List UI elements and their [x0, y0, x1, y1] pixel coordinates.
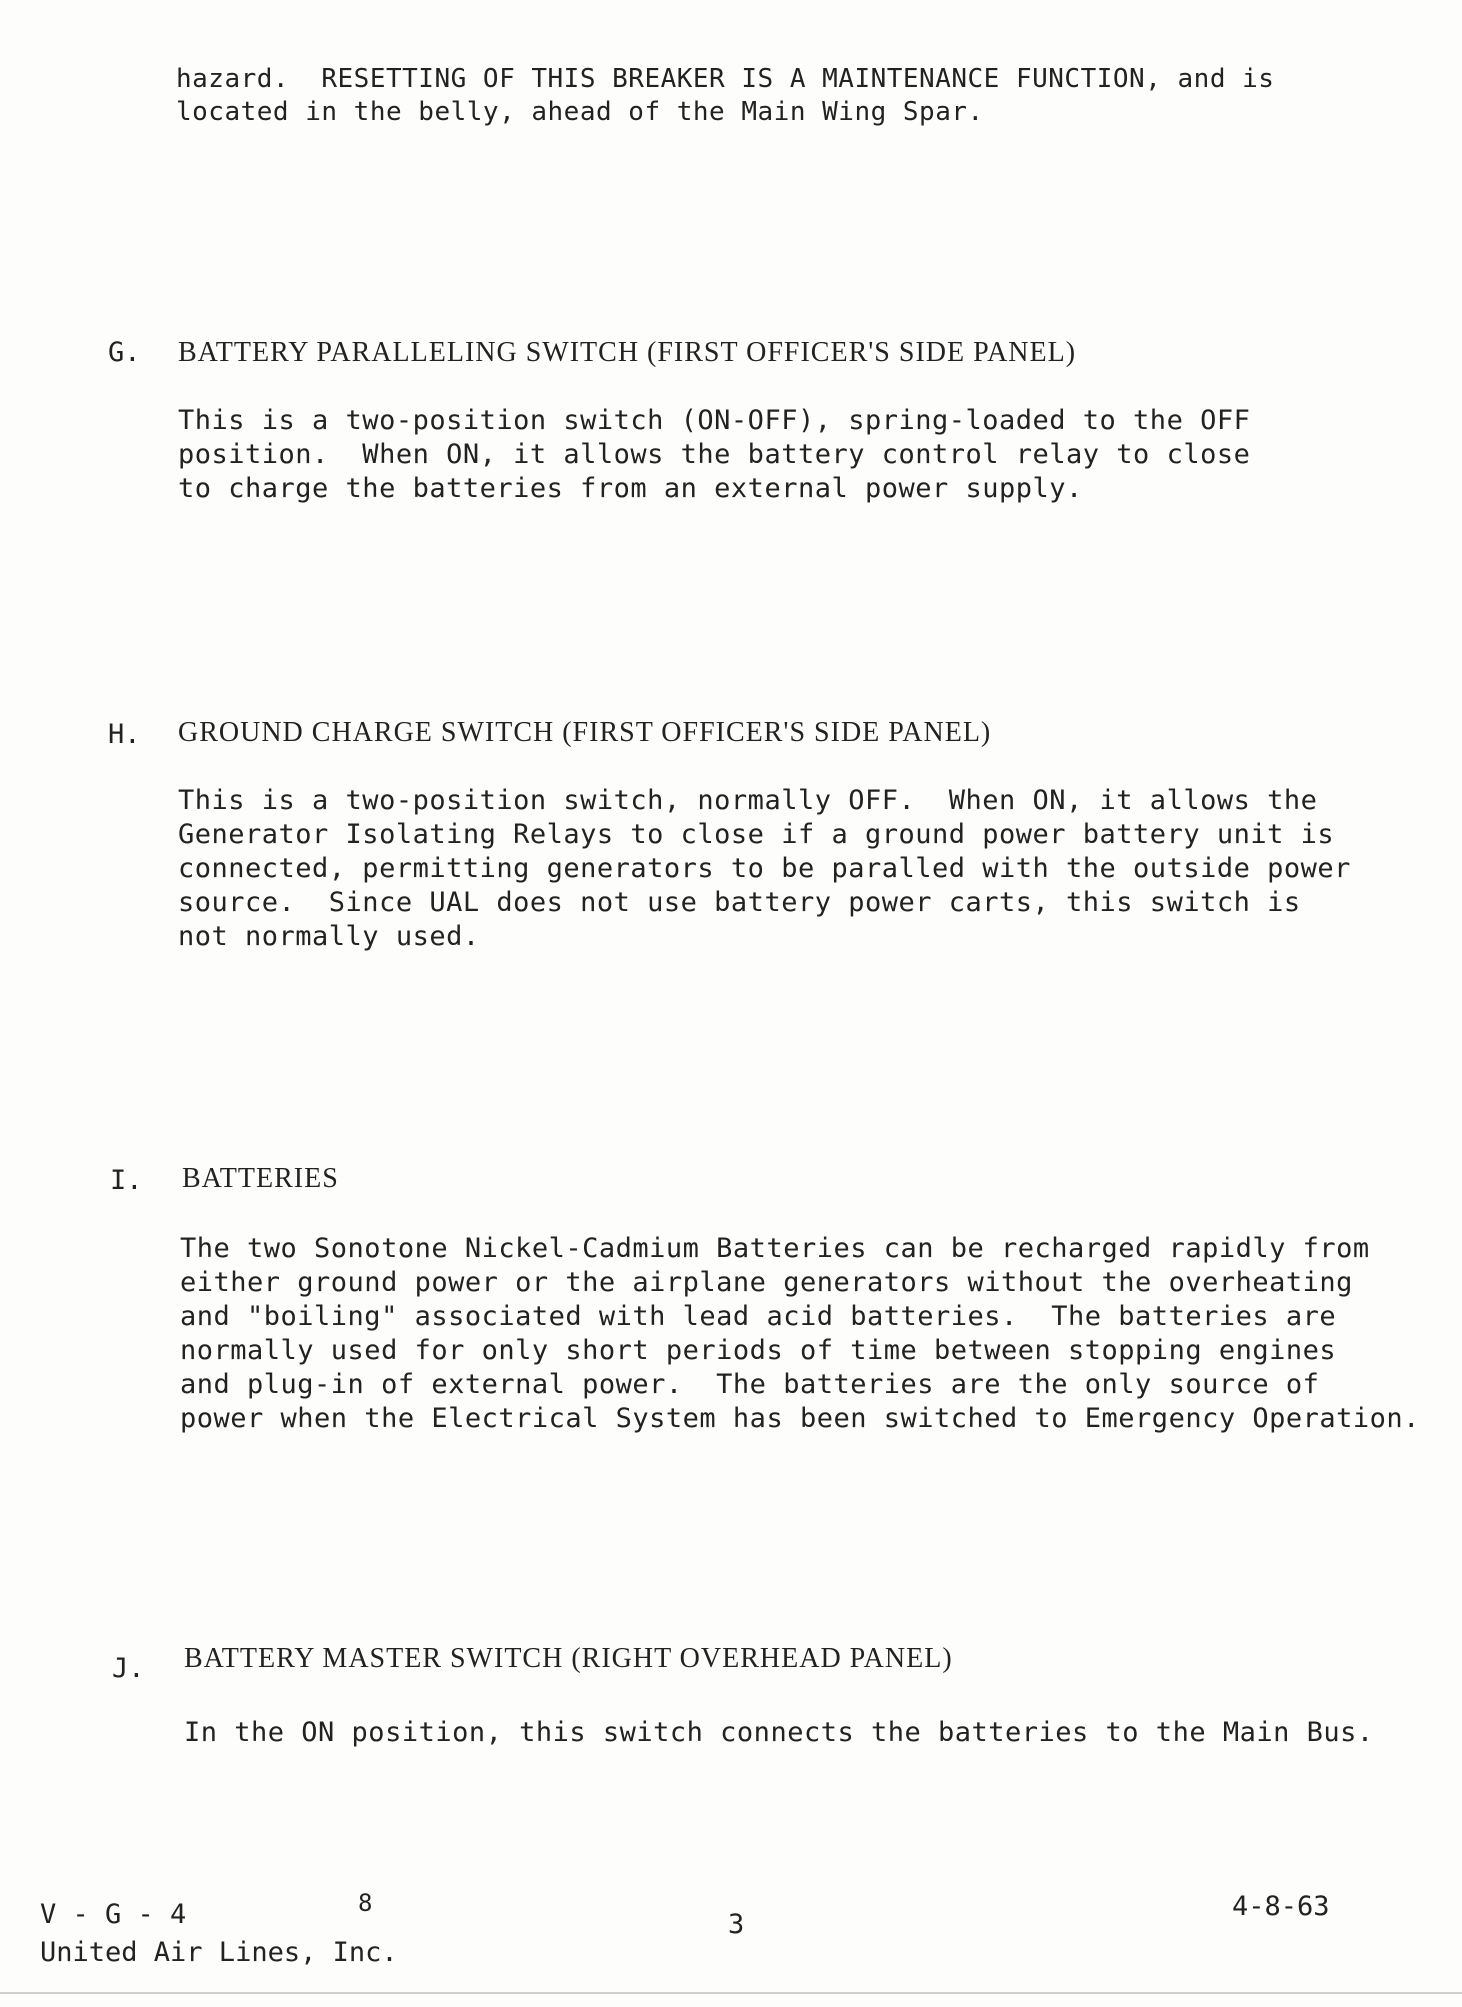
section-heading-i: BATTERIES	[182, 1163, 339, 1194]
section-body-j	[184, 1716, 1374, 1750]
footer-section-ref: V - G - 4	[40, 1899, 187, 1930]
section-i-line-3: and "boiling" associated with lead acid batteries. The batteries are	[180, 1301, 1337, 1332]
footer-page-number: 3	[728, 1909, 745, 1940]
section-g-line-1: This is a two-position switch (ON-OFF), spring-loaded to the OFF	[178, 405, 1251, 436]
section-letter-g: G.	[108, 337, 141, 368]
section-letter-j: J.	[112, 1653, 145, 1684]
section-letter-h: H.	[108, 719, 141, 750]
section-i-line-1: The two Sonotone Nickel-Cadmium Batteries can be recharged rapidly from	[180, 1233, 1370, 1264]
section-h-line-5: not normally used.	[178, 921, 480, 952]
section-i-line-6: power when the Electrical System has been switched to Emergency Operation.	[180, 1403, 1420, 1434]
footer-company: United Air Lines, Inc.	[40, 1937, 398, 1968]
section-body-h	[178, 784, 1351, 954]
section-body-g	[178, 404, 1250, 506]
section-letter-i: I.	[110, 1165, 143, 1196]
section-h-line-1: This is a two-position switch, normally OFF. When ON, it allows the	[178, 785, 1318, 816]
intro-line-1: hazard. RESETTING OF THIS BREAKER IS A MAINTENANCE FUNCTION, and is	[176, 64, 1275, 94]
section-g-line-2: position. When ON, it allows the battery control relay to close	[178, 439, 1251, 470]
footer-revision: 8	[358, 1889, 373, 1917]
intro-line-2: located in the belly, ahead of the Main Wing Spar.	[176, 97, 984, 127]
section-i-line-5: and plug-in of external power. The batteries are the only source of	[180, 1369, 1320, 1400]
footer-date: 4-8-63	[1232, 1891, 1330, 1922]
section-h-line-3: connected, permitting generators to be paralled with the outside power	[178, 853, 1351, 884]
section-j-line-1: In the ON position, this switch connects the batteries to the Main Bus.	[184, 1717, 1374, 1748]
section-body-i	[180, 1232, 1420, 1436]
section-g-line-3: to charge the batteries from an external power supply.	[178, 473, 1083, 504]
section-i-line-4: normally used for only short periods of time between stopping engines	[180, 1335, 1337, 1366]
page-bottom-edge	[0, 1992, 1462, 1994]
section-h-line-2: Generator Isolating Relays to close if a ground power battery unit is	[178, 819, 1335, 850]
section-heading-j: BATTERY MASTER SWITCH (RIGHT OVERHEAD PANEL)	[184, 1643, 953, 1674]
section-heading-g: BATTERY PARALLELING SWITCH (FIRST OFFICER'S SIDE PANEL)	[178, 337, 1077, 368]
section-h-line-4: source. Since UAL does not use battery power carts, this switch is	[178, 887, 1301, 918]
section-i-line-2: either ground power or the airplane generators without the overheating	[180, 1267, 1353, 1298]
section-heading-h: GROUND CHARGE SWITCH (FIRST OFFICER'S SIDE PANEL)	[178, 717, 992, 748]
